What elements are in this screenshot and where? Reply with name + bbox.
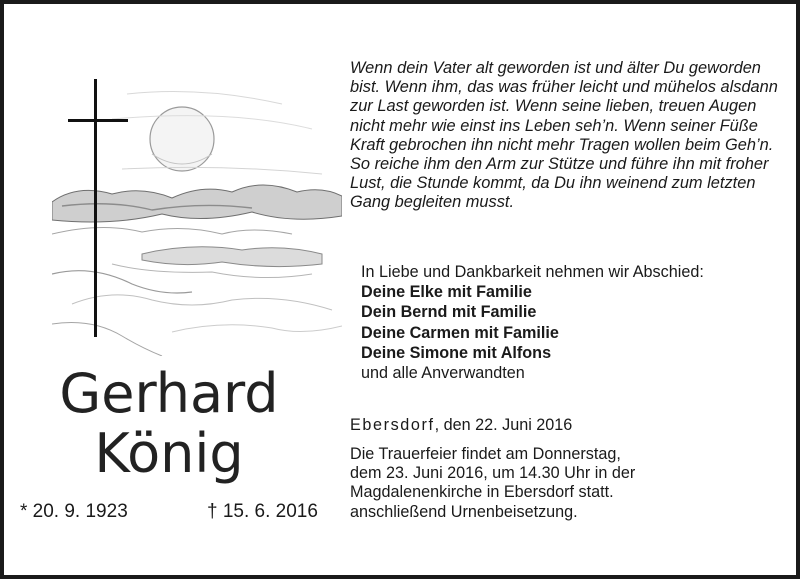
cross-symbol (94, 79, 97, 337)
farewell-section (361, 262, 704, 383)
deceased-first-name: Gerhard (59, 362, 279, 425)
cross-landscape-illustration (52, 74, 342, 356)
family-line: Deine Simone mit Alfons (361, 343, 552, 362)
deceased-last-name: König (94, 422, 244, 485)
service-line: dem 23. Juni 2016, um 14.30 Uhr in der (350, 464, 636, 483)
family-line: Deine Elke mit Familie (361, 283, 532, 302)
family-line: Dein Bernd mit Familie (361, 303, 537, 322)
relatives-line: und alle Anverwandten (361, 364, 525, 383)
family-line: Deine Carmen mit Familie (361, 323, 559, 342)
service-line: Die Trauerfeier findet am Donnerstag, (350, 445, 621, 463)
memorial-poem (350, 59, 790, 213)
date-text: , den 22. Juni 2016 (434, 416, 573, 434)
funeral-service-info (350, 445, 635, 522)
place-date-line (350, 416, 572, 435)
poem-text: Wenn dein Vater alt geworden ist und älter Du geworden bist. Wenn ihm, das was früher leicht und mühelos alsdann zur Last geworden ist. Wenn seine lieben, treuen Augen nicht mehr wie einst ins Leben seh’n. Wenn seiner Füße Kraft gebrochen ihn nicht mehr Tragen wollen beim Geh’n. So reiche ihm den Arm zur Stütze und führe ihn mit froher Lust, die Stunde kommt, da Du ihn weinend zum letzten Gang begleiten musst. (350, 59, 778, 212)
service-line: anschließend Urnenbeisetzung. (350, 502, 578, 521)
death-date: † 15. 6. 2016 (207, 501, 318, 522)
service-line: Magdalenenkirche in Ebersdorf statt. (350, 483, 614, 502)
farewell-intro: In Liebe und Dankbarkeit nehmen wir Abschied: (361, 263, 704, 281)
place-name: Ebersdorf (350, 416, 435, 434)
birth-date: * 20. 9. 1923 (20, 501, 128, 522)
